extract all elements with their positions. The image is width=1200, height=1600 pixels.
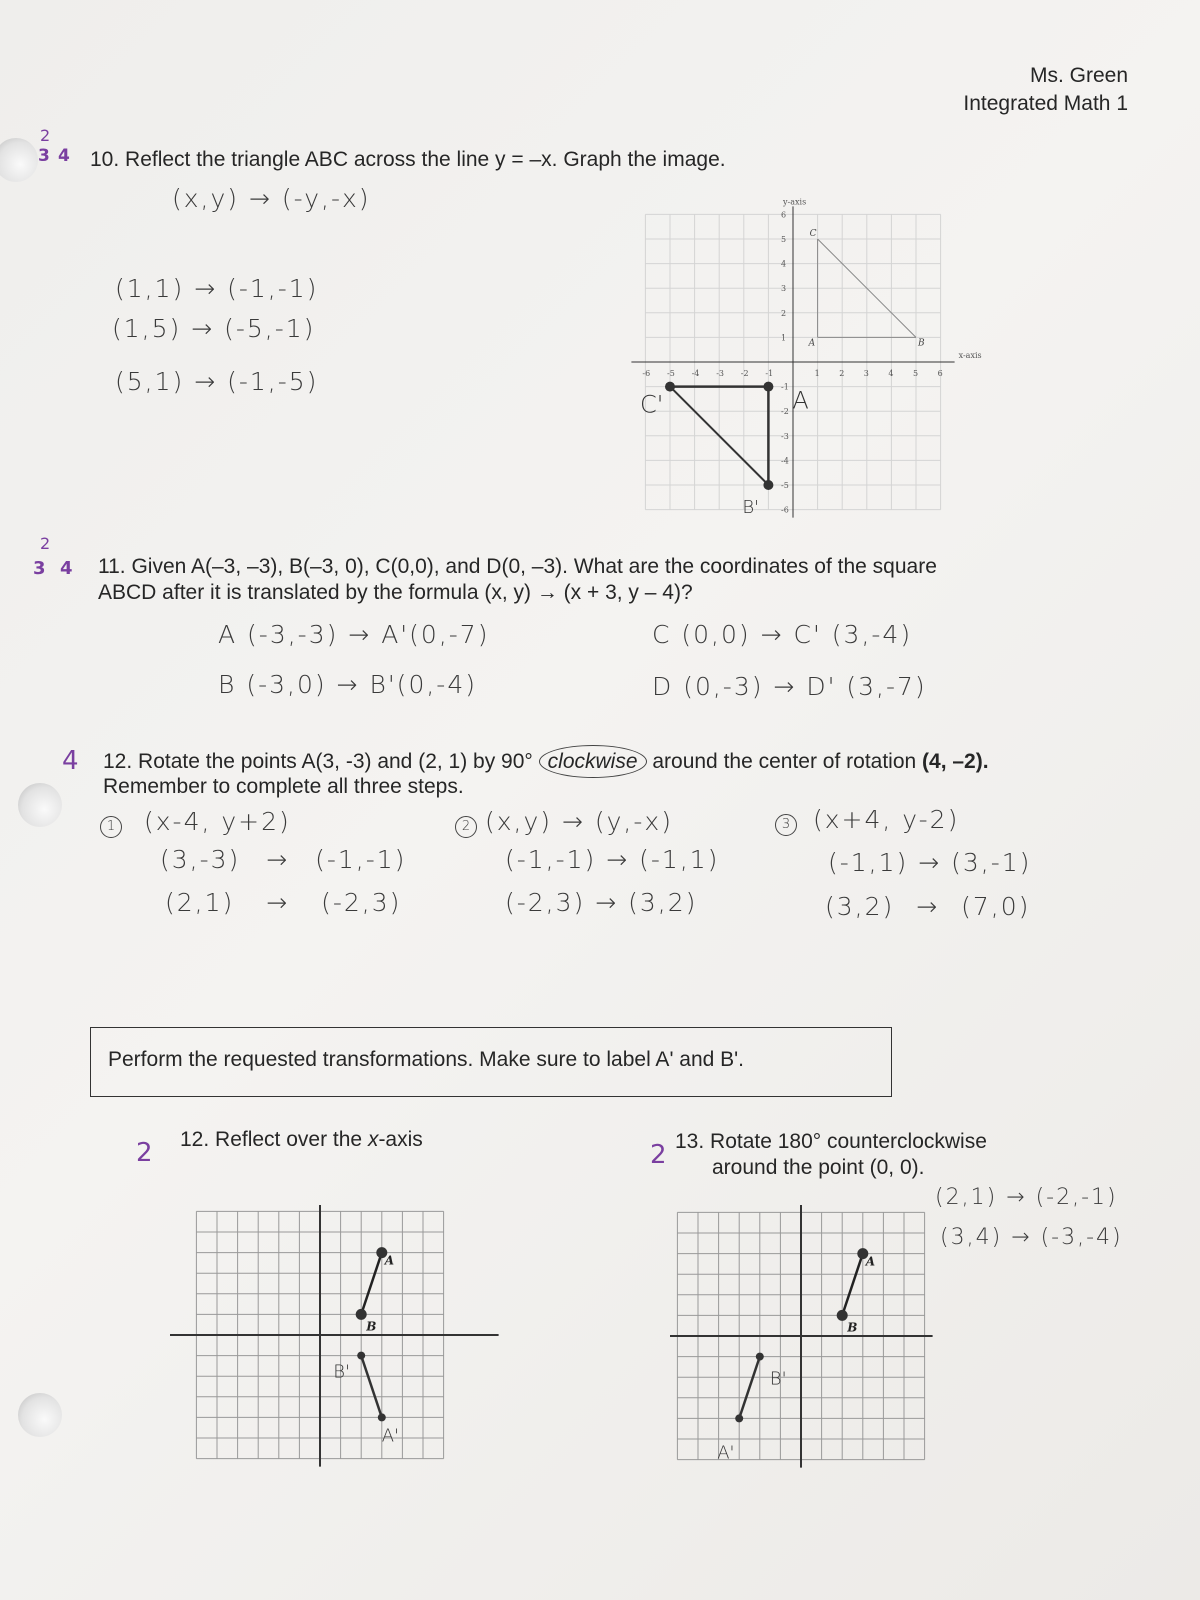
y-tick-label: -4 bbox=[781, 456, 789, 466]
image-point-B bbox=[756, 1353, 764, 1361]
image-label-A: A' bbox=[381, 1425, 400, 1447]
question-10-prompt: 10. Reflect the triangle ABC across the line y = –x. Graph the image. bbox=[90, 148, 726, 171]
score-mark: 2 bbox=[40, 534, 51, 553]
point-label-B: B bbox=[847, 1320, 858, 1335]
punch-hole bbox=[18, 1393, 62, 1437]
point-label-A: A bbox=[384, 1253, 395, 1268]
x-axis-label: x-axis bbox=[958, 351, 982, 360]
instructions-text: Perform the requested transformations. Make sure to label A' and B'. bbox=[108, 1048, 745, 1071]
score-mark: 2 bbox=[40, 126, 51, 145]
y-tick-label: -1 bbox=[781, 382, 789, 392]
x-tick-label: 6 bbox=[937, 369, 943, 378]
x-tick-label: 1 bbox=[814, 369, 820, 378]
step-1-row: (2,1) → (-2,3) bbox=[165, 888, 402, 917]
q11-work-line: D (0,-3) → D' (3,-7) bbox=[652, 672, 927, 701]
y-tick-label: 3 bbox=[781, 284, 787, 294]
image-label-A: A bbox=[792, 386, 809, 415]
score-mark: 3 bbox=[33, 558, 46, 579]
y-tick-label: -6 bbox=[781, 505, 789, 515]
score-mark: 4 bbox=[62, 746, 79, 776]
step-1-row: (3,-3) → (-1,-1) bbox=[160, 845, 407, 874]
y-tick-label: 2 bbox=[781, 308, 787, 318]
image-segment bbox=[739, 1357, 760, 1419]
step-3 bbox=[775, 805, 959, 836]
step-rule: (x-4, y+2) bbox=[144, 807, 291, 836]
question-12-prompt-cont: Remember to complete all three steps. bbox=[103, 775, 464, 798]
question-11-prompt: 11. Given A(–3, –3), B(–3, 0), C(0,0), and D(0, –3). What are the coordinates of the square bbox=[98, 555, 937, 578]
image-point-B bbox=[357, 1352, 365, 1360]
x-tick-label: -4 bbox=[691, 369, 700, 378]
y-tick-label: 5 bbox=[781, 235, 787, 244]
point-B bbox=[837, 1310, 848, 1321]
step-3-row: (3,2) → (7,0) bbox=[825, 892, 1031, 921]
prompt-variable: x bbox=[367, 1128, 379, 1151]
step-3-row: (-1,1) → (3,-1) bbox=[828, 848, 1032, 877]
image-label-B: B' bbox=[742, 497, 760, 518]
prompt-text: -axis bbox=[378, 1128, 423, 1151]
q10-coordinate-graph bbox=[630, 178, 990, 523]
image-point bbox=[763, 382, 773, 392]
score-mark: 3 bbox=[38, 146, 50, 166]
step-number: 3 bbox=[775, 814, 797, 836]
x-tick-label: 5 bbox=[913, 369, 919, 378]
step-2-row: (-2,3) → (3,2) bbox=[505, 888, 698, 917]
image-label-A: A' bbox=[717, 1442, 735, 1464]
image-label-B: B' bbox=[333, 1361, 350, 1383]
image-label-B: B' bbox=[769, 1368, 787, 1390]
problem-13-prompt: 13. Rotate 180° counterclockwise bbox=[675, 1130, 987, 1153]
q11-work-line: C (0,0) → C' (3,-4) bbox=[652, 620, 913, 649]
question-12-prompt bbox=[103, 750, 989, 774]
problem-13-prompt-cont: around the point (0, 0). bbox=[712, 1156, 925, 1179]
x-tick-label: -5 bbox=[667, 369, 675, 378]
prompt-emphasis: clockwise bbox=[539, 745, 647, 778]
x-tick-label: -3 bbox=[716, 369, 724, 378]
x-tick-label: 3 bbox=[863, 369, 869, 378]
step-2 bbox=[455, 807, 673, 838]
point-B bbox=[356, 1309, 367, 1320]
score-mark: 4 bbox=[58, 146, 70, 166]
y-tick-label: 4 bbox=[781, 259, 787, 269]
y-tick-label: -5 bbox=[781, 481, 789, 490]
score-mark: 2 bbox=[650, 1140, 667, 1170]
x-tick-label: -2 bbox=[740, 369, 749, 378]
course-name: Integrated Math 1 bbox=[963, 92, 1128, 115]
q10-rule: (x,y) → (-y,-x) bbox=[172, 184, 371, 213]
step-number: 2 bbox=[455, 816, 477, 838]
q10-work-line: (1,1) → (-1,-1) bbox=[115, 274, 319, 303]
step-1 bbox=[100, 807, 291, 838]
y-tick-label: 1 bbox=[781, 333, 787, 343]
score-mark: 4 bbox=[60, 558, 73, 579]
step-rule: (x+4, y-2) bbox=[813, 805, 960, 834]
q10-work-line: (5,1) → (-1,-5) bbox=[115, 367, 319, 396]
step-rule: (x,y) → (y,-x) bbox=[485, 807, 673, 836]
step-number: 1 bbox=[100, 816, 122, 838]
rotate-graph bbox=[670, 1205, 960, 1485]
y-tick-label: -3 bbox=[781, 431, 789, 441]
q11-work-line: B (-3,0) → B'(0,-4) bbox=[218, 670, 477, 699]
x-tick-label: 4 bbox=[888, 369, 894, 378]
segment-AB bbox=[361, 1253, 382, 1315]
teacher-name: Ms. Green bbox=[1029, 64, 1128, 87]
image-label-C: C' bbox=[640, 390, 664, 419]
point-label-A: A bbox=[808, 338, 816, 349]
segment-AB bbox=[842, 1254, 863, 1316]
x-tick-label: -1 bbox=[765, 369, 774, 378]
prompt-text: around the center of rotation bbox=[646, 750, 923, 773]
q11-work-line: A (-3,-3) → A'(0,-7) bbox=[218, 620, 490, 649]
q10-work-line: (1,5) → (-5,-1) bbox=[112, 314, 316, 343]
point-label-B: B bbox=[366, 1319, 377, 1334]
point-label-B: B bbox=[918, 338, 925, 349]
prompt-text: 12. Reflect over the bbox=[180, 1128, 368, 1151]
y-tick-label: 6 bbox=[781, 210, 787, 220]
x-tick-label: -6 bbox=[642, 369, 651, 378]
y-tick-label: -2 bbox=[781, 407, 789, 417]
y-axis-label: y-axis bbox=[783, 197, 807, 207]
rotation-center: (4, –2). bbox=[922, 750, 989, 773]
problem-12-prompt bbox=[180, 1128, 423, 1152]
punch-hole bbox=[0, 138, 38, 182]
image-point-A bbox=[735, 1414, 743, 1422]
image-segment bbox=[361, 1356, 382, 1418]
point-label-A: A bbox=[865, 1254, 876, 1269]
prompt-text: 12. Rotate the points A(3, -3) and (2, 1) by 90° bbox=[103, 750, 539, 773]
reflect-graph bbox=[170, 1205, 520, 1470]
p13-work-line: (3,4) → (-3,-4) bbox=[940, 1225, 1123, 1250]
image-point bbox=[665, 382, 675, 392]
point-label-C: C bbox=[809, 229, 817, 239]
p13-work-line: (2,1) → (-2,-1) bbox=[935, 1185, 1118, 1210]
image-point-A bbox=[378, 1413, 386, 1421]
image-point bbox=[763, 480, 773, 490]
score-mark: 2 bbox=[136, 1138, 153, 1168]
punch-hole bbox=[18, 783, 62, 827]
step-2-row: (-1,-1) → (-1,1) bbox=[505, 845, 720, 874]
x-tick-label: 2 bbox=[839, 369, 845, 378]
question-11-prompt-cont: ABCD after it is translated by the formula (x, y) → (x + 3, y – 4)? bbox=[98, 581, 693, 604]
